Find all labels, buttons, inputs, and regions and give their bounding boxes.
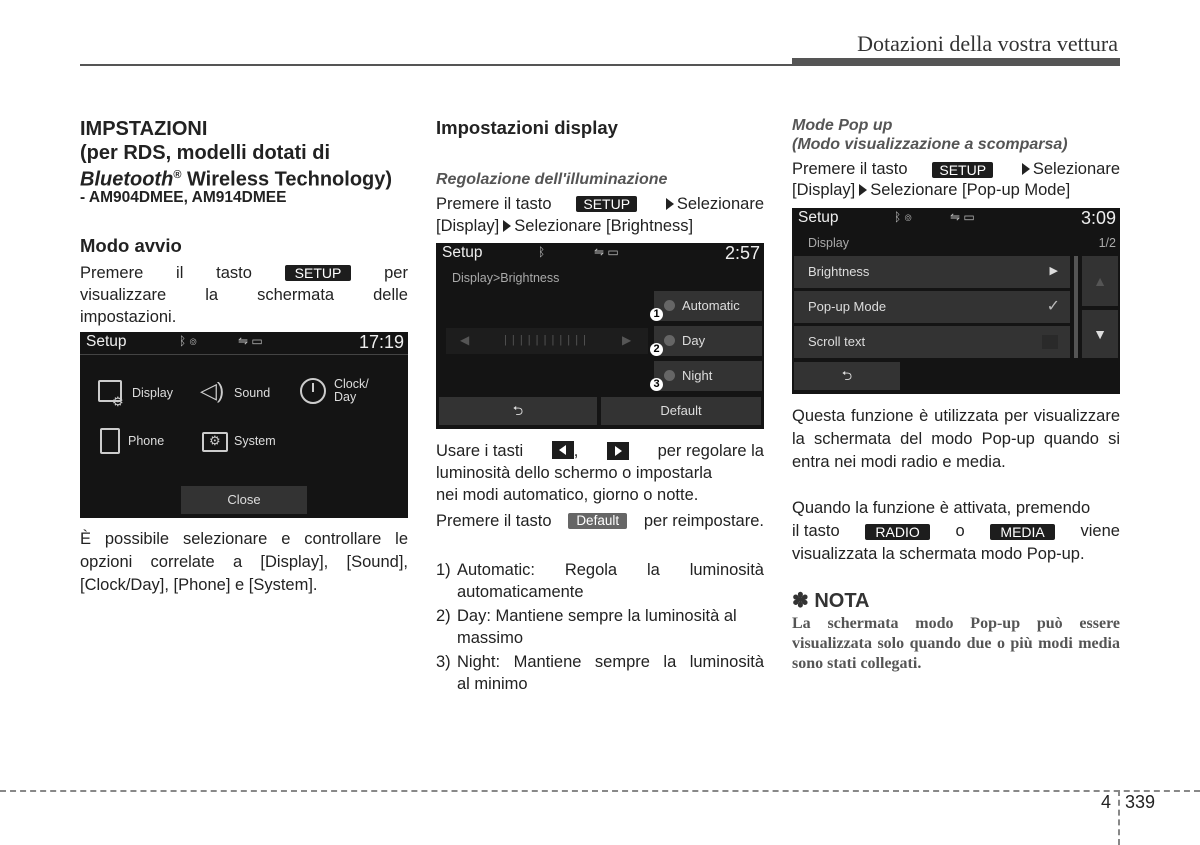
word: la <box>205 286 219 304</box>
breadcrumb: Display>Brightness <box>452 271 560 285</box>
popup-mode-label: Pop-up Mode <box>808 299 887 314</box>
phone-menu-item[interactable] <box>100 428 186 460</box>
system-label: System <box>234 434 276 448</box>
footer-dashed-divider <box>1118 790 1120 845</box>
word: schermata <box>257 286 335 304</box>
arrow-right-icon <box>1022 163 1030 175</box>
system-menu-item[interactable] <box>200 428 286 460</box>
callout-1: 1 <box>650 304 663 322</box>
header-rule <box>80 64 1120 66</box>
screen-title: Setup <box>798 209 839 226</box>
word: tasto <box>216 264 252 282</box>
word: delle <box>373 286 408 304</box>
section-heading: IMPSTAZIONI <box>80 118 208 140</box>
gear-icon: ⚙ <box>209 433 221 448</box>
text: [Display] <box>792 181 856 199</box>
radio-button <box>664 335 675 346</box>
registered-mark: ® <box>173 169 182 181</box>
brightness-label: Brightness <box>808 264 870 279</box>
usb-icon: ⇋ ▭ <box>950 210 975 224</box>
clock-label-line2: Day <box>334 390 357 404</box>
sound-menu-item[interactable] <box>200 378 286 410</box>
chevron-right-icon: ▶ <box>1049 265 1058 277</box>
text: visualizzata la schermata modo Pop-up. <box>792 545 1085 563</box>
speaker-icon: ◁) <box>200 378 225 403</box>
list-item <box>436 605 764 649</box>
popup-instructions <box>792 159 1120 201</box>
brightness-screen <box>436 243 764 429</box>
setup-key-badge: SETUP <box>285 265 352 281</box>
brightness-subheading: Regolazione dell'illuminazione <box>436 171 668 188</box>
clock-day-menu-item[interactable] <box>300 378 400 410</box>
scroll-text-row[interactable] <box>794 326 1070 358</box>
chapter-number: 4 <box>1101 792 1112 812</box>
modo-avvio-text <box>80 262 408 328</box>
arrow-right-icon <box>666 198 674 210</box>
usb-icon: ⇋ ▭ <box>238 334 263 348</box>
text: Selezionare <box>676 195 764 213</box>
section-heading-line2: (per RDS, modelli dotati di <box>80 142 331 164</box>
text: Premere il tasto <box>436 195 552 213</box>
radio-button <box>664 370 675 381</box>
right-key-icon <box>607 442 629 460</box>
back-icon: ⮌ <box>841 368 853 383</box>
usb-icon: ⇋ ▭ <box>594 245 619 259</box>
text: Usare i tasti <box>436 442 524 460</box>
footer-dashed-rule <box>0 790 1200 792</box>
text: [Display] <box>436 217 500 235</box>
checkbox-icon[interactable] <box>1042 335 1058 349</box>
arrow-right-icon <box>503 220 511 232</box>
close-button[interactable]: Close <box>181 486 307 514</box>
scroll-up-button[interactable]: ▲ <box>1082 256 1118 306</box>
list-text: Night: Mantiene sempre la luminosità <box>457 653 764 671</box>
text: per reimpostare. <box>643 512 764 530</box>
phone-icon <box>100 428 120 454</box>
modo-avvio-description: È possibile selezionare e controllare le opzioni correlate a [Display], [Sound], [Clock/Day], [Phone] e [System]. <box>80 530 408 594</box>
clock-label-line1: Clock/ <box>334 377 369 391</box>
clock-day-label <box>334 378 369 404</box>
comma: , <box>573 442 579 460</box>
word: Premere <box>80 264 144 282</box>
slider-right-arrow[interactable]: ▶ <box>622 333 632 347</box>
setup-menu-screen <box>80 332 408 518</box>
modo-avvio-heading: Modo avvio <box>80 235 182 256</box>
screen-clock: 17:19 <box>358 332 404 352</box>
text: Premere il tasto <box>792 160 908 178</box>
wireless-tech: Wireless Technology) <box>186 168 393 191</box>
setup-key-badge: SETUP <box>932 162 993 178</box>
divider <box>80 354 408 355</box>
brightness-instructions <box>436 193 764 237</box>
screen-title: Setup <box>86 333 127 350</box>
running-header: Dotazioni della vostra vettura <box>857 31 1118 56</box>
bluetooth-icon: ᛒ ◎ <box>179 334 197 348</box>
popup-activation-text <box>792 497 1120 566</box>
back-icon: ⮌ <box>512 403 524 418</box>
text: per regolare la <box>657 442 764 460</box>
list-text: Day: Mantiene sempre la luminosità al <box>457 607 737 625</box>
night-option[interactable] <box>654 361 762 391</box>
bluetooth-icon: ᛒ ◎ <box>894 210 912 224</box>
text: viene <box>1080 522 1120 540</box>
text: Quando la funzione è attivata, premendo <box>792 499 1091 517</box>
phone-label: Phone <box>128 434 165 448</box>
screen-title: Setup <box>442 244 483 261</box>
default-button[interactable]: Default <box>601 397 761 425</box>
radio-button <box>664 300 675 311</box>
page-indicator: 1/2 <box>1098 236 1116 250</box>
word: il <box>176 264 184 282</box>
back-button[interactable] <box>439 397 597 425</box>
radio-key-badge: RADIO <box>865 524 929 540</box>
note-body: La schermata modo Pop-up può essere visualizzata solo quando due o più modi media sono stati collegati. <box>792 615 1120 672</box>
sound-label: Sound <box>234 386 271 400</box>
default-key-badge: Default <box>568 513 627 529</box>
screen-clock: 3:09 <box>1080 208 1116 228</box>
text: Selezionare [Brightness] <box>514 217 694 235</box>
list-item <box>436 559 764 603</box>
text: il tasto <box>792 522 840 540</box>
automatic-option[interactable] <box>654 291 762 321</box>
word: impostazioni. <box>80 308 177 326</box>
popup-subheading: Mode Pop up <box>792 117 893 134</box>
popup-subheading-2: (Modo visualizzazione a scomparsa) <box>792 136 1068 153</box>
model-codes: - AM904DMEE, AM914DMEE <box>80 189 287 206</box>
display-label: Display <box>132 386 173 400</box>
brightness-slider[interactable] <box>446 328 648 354</box>
text: o <box>955 522 965 540</box>
screen-clock: 2:57 <box>724 243 760 263</box>
reset-text <box>436 510 764 532</box>
text: luminosità dello schermo o impostarla <box>436 464 713 482</box>
scrollbar[interactable] <box>1074 256 1078 358</box>
note-heading: ✽ NOTA <box>792 590 870 612</box>
brightness-row[interactable] <box>794 256 1070 288</box>
display-settings-heading: Impostazioni display <box>436 117 618 138</box>
list-number: 3) <box>436 653 451 671</box>
list-number: 1) <box>436 561 451 579</box>
back-button[interactable] <box>794 362 900 390</box>
day-option[interactable] <box>654 326 762 356</box>
day-label: Day <box>682 333 706 348</box>
text: nei modi automatico, giorno o notte. <box>436 486 699 504</box>
list-text: Automatic: Regola la luminosità <box>457 561 764 579</box>
arrow-right-icon <box>859 184 867 196</box>
clock-hand <box>312 383 314 392</box>
scroll-text-label: Scroll text <box>808 334 866 349</box>
media-key-badge: MEDIA <box>990 524 1054 540</box>
bluetooth-icon: ᛒ <box>538 245 546 259</box>
popup-mode-screen <box>792 208 1120 394</box>
gear-icon: ⚙ <box>112 394 124 409</box>
left-key-icon <box>552 441 574 459</box>
checkmark-icon[interactable]: ✓ <box>1046 298 1060 315</box>
brightness-mode-list <box>436 559 764 695</box>
page-number: 339 <box>1125 792 1156 812</box>
popup-description: Questa funzione è utilizzata per visualizzare la schermata del modo Pop-up quando si entra nei modi radio e media. <box>792 407 1120 471</box>
text: Selezionare [Pop-up Mode] <box>870 181 1071 199</box>
brightness-usage-text <box>436 440 764 506</box>
popup-mode-row[interactable] <box>794 291 1070 323</box>
text: Selezionare <box>1032 160 1120 178</box>
section-label: Display <box>808 236 849 250</box>
bluetooth-word: Bluetooth <box>80 168 174 191</box>
slider-left-arrow[interactable]: ◀ <box>460 333 470 347</box>
slider-ticks: | | | | | | | | | | | <box>504 334 587 346</box>
setup-key-badge: SETUP <box>576 196 637 212</box>
list-text: al minimo <box>457 675 528 693</box>
word: visualizzare <box>80 286 167 304</box>
list-number: 2) <box>436 607 451 625</box>
automatic-label: Automatic <box>682 298 740 313</box>
list-text: automaticamente <box>457 583 584 601</box>
callout-2: 2 <box>650 339 663 357</box>
scroll-down-button[interactable]: ▼ <box>1082 310 1118 358</box>
text: Premere il tasto <box>436 512 552 530</box>
callout-3: 3 <box>650 374 663 392</box>
list-item <box>436 651 764 695</box>
display-menu-item[interactable] <box>98 378 184 410</box>
night-label: Night <box>682 368 713 383</box>
section-heading-line3 <box>80 163 392 192</box>
list-text: massimo <box>457 629 524 647</box>
word: per <box>384 264 408 282</box>
